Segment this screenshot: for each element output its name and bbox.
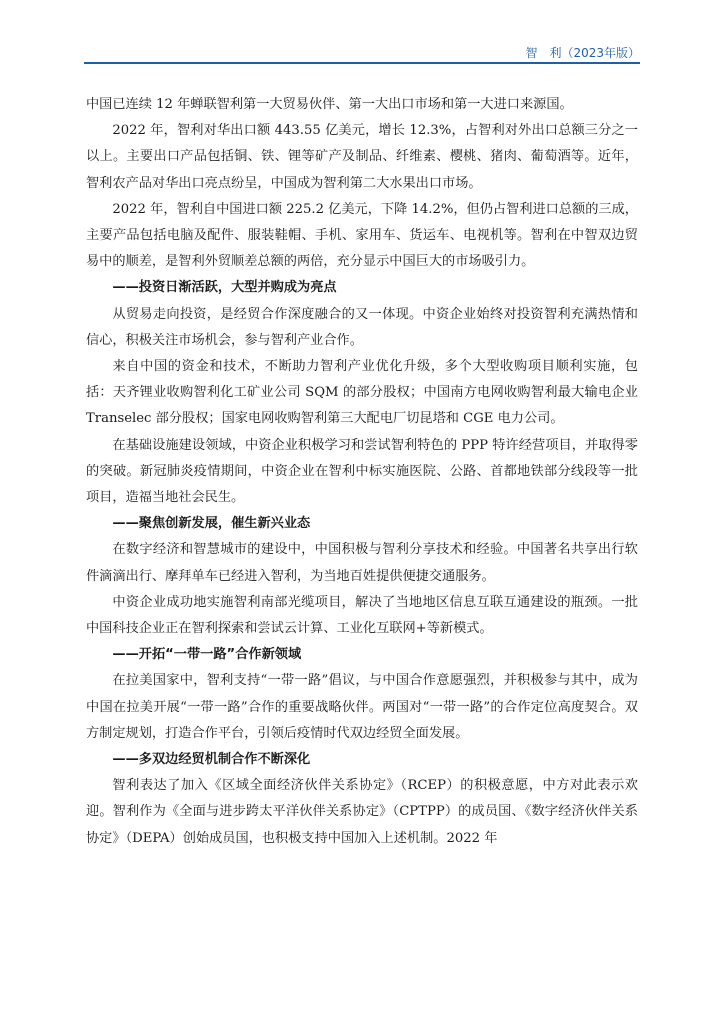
section-heading: ——投资日渐活跃，大型并购成为亮点 [112, 280, 337, 296]
paragraph: 中资企业成功地实施智利南部光缆项目，解决了当地地区信息互联互通建设的瓶颈。一批中国科技企业正在智利探索和尝试云计算、工业化互联网+等新模式。 [86, 594, 638, 637]
header-title: 智 利（2023年版） [525, 46, 640, 60]
paragraph: 在数字经济和智慧城市的建设中，中国积极与智利分享技术和经验。中国著名共享出行软件滴滴出行、摩拜单车已经进入智利，为当地百姓提供便捷交通服务。 [86, 542, 638, 584]
paragraph: 2022 年，智利对华出口额 443.55 亿美元，增长 12.3%，占智利对外出口总额三分之一以上。主要出口产品包括铜、铁、锂等矿产及制品、纤维素、樱桃、猪肉、葡萄酒等。近年，智利农产品对华出口亮点纷呈，中国成为智利第二大水果出口市场。 [86, 123, 638, 191]
section-heading: ——多双边经贸机制合作不断深化 [112, 752, 311, 768]
paragraph: 中国已连续 12 年蝉联智利第一大贸易伙伴、第一大出口市场和第一大进口来源国。 [86, 97, 573, 112]
paragraph: 来自中国的资金和技术，不断助力智利产业优化升级，多个大型收购项目顺利实施，包括：天齐锂业收购智利化工矿业公司 SQM 的部分股权；中国南方电网收购智利最大输电企业 Transelec 部分股权；国家电网收购智利第三大配电厂切昆塔和 CGE 电力公司。 [86, 359, 638, 427]
paragraph: 2022 年，智利自中国进口额 225.2 亿美元，下降 14.2%，但仍占智利进口总额的三成，主要产品包括电脑及配件、服装鞋帽、手机、家用车、货运车、电视机等。智利在中智双边贸易中的顺差，是智利外贸顺差总额的两倍，充分显示中国巨大的市场吸引力。 [86, 201, 638, 270]
section-heading: ——聚焦创新发展，催生新兴业态 [112, 516, 311, 532]
paragraph: 智利表达了加入《区域全面经济伙伴关系协定》（RCEP）的积极意愿，中方对此表示欢迎。智利作为《全面与进步跨太平洋伙伴关系协定》（CPTPP）的成员国、《数字经济伙伴关系协定》（DEPA）创始成员国，也积极支持中国加入上述机制。2022 年 [86, 778, 638, 846]
paragraph: 在拉美国家中，智利支持“一带一路”倡议，与中国合作意愿强烈，并积极参与其中，成为中国在拉美开展“一带一路”合作的重要战略伙伴。两国对“一带一路”的合作定位高度契合。双方制定规划，打造合作平台，引领后疫情时代双边经贸全面发展。 [86, 673, 638, 741]
paragraph: 从贸易走向投资，是经贸合作深度融合的又一体现。中资企业始终对投资智利充满热情和信心，积极关注市场机会，参与智利产业合作。 [86, 306, 638, 348]
page-body [86, 92, 638, 852]
header-rule [84, 62, 640, 64]
section-heading: ——开拓“一带一路”合作新领域 [112, 647, 302, 663]
paragraph: 在基础设施建设领域，中资企业积极学习和尝试智利特色的 PPP 特许经营项目，并取得零的突破。新冠肺炎疫情期间，中资企业在智利中标实施医院、公路、首都地铁部分线段等一批项目，造福当地社会民生。 [86, 437, 638, 506]
